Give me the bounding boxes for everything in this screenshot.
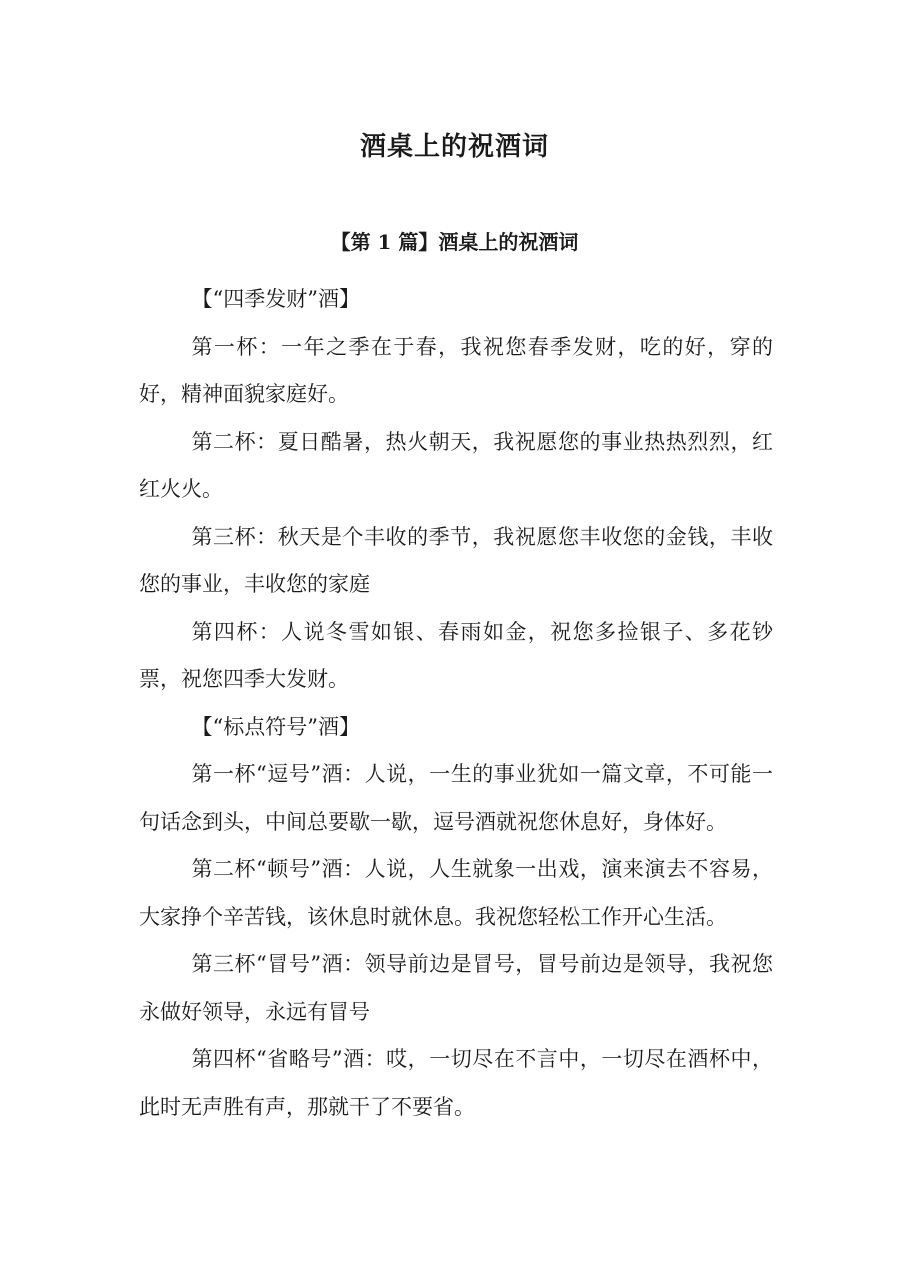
paragraph: 第三杯：秋天是个丰收的季节，我祝愿您丰收您的金钱，丰收您的事业，丰收您的家庭 [139,524,773,596]
paragraph: 第四杯：人说冬雪如银、春雨如金，祝您多捡银子、多花钞票，祝您四季大发财。 [139,619,773,691]
paragraph: 第四杯“省略号”酒：哎，一切尽在不言中，一切尽在酒杯中，此时无声胜有声，那就干了不要省。 [139,1047,773,1119]
subheading-punctuation: 【“标点符号”酒】 [191,714,360,739]
paragraph: 第二杯：夏日酷暑，热火朝天，我祝愿您的事业热热烈烈，红红火火。 [139,429,773,501]
paragraph: 第三杯“冒号”酒：领导前边是冒号，冒号前边是领导，我祝您永做好领导，永远有冒号 [139,952,773,1024]
paragraph: 第二杯“顿号”酒：人说，人生就象一出戏，演来演去不容易，大家挣个辛苦钱，该休息时就休息。我祝您轻松工作开心生活。 [139,857,773,929]
body-text [139,276,773,1131]
document-title: 酒桌上的祝酒词 [359,132,549,162]
subheading-four-seasons: 【“四季发财”酒】 [191,287,360,311]
section-heading: 【第 1 篇】酒桌上的祝酒词 [330,230,579,254]
paragraph: 第一杯：一年之季在于春，我祝您春季发财，吃的好，穿的好，精神面貌家庭好。 [139,334,773,406]
paragraph: 第一杯“逗号”酒：人说，一生的事业犹如一篇文章，不可能一句话念到头，中间总要歇一歇，逗号酒就祝您休息好，身体好。 [139,762,773,834]
